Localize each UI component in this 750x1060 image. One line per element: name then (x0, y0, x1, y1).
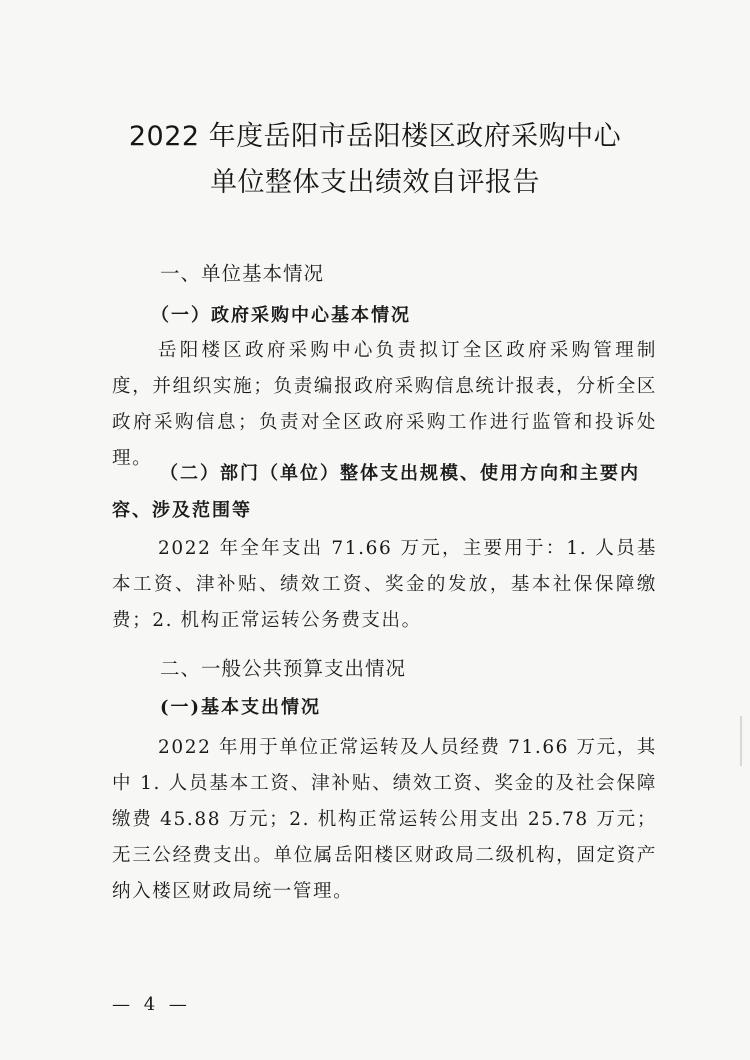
report-title-line-1: 2022 年度岳阳市岳阳楼区政府采购中心 (128, 121, 622, 152)
section-2-1-paragraph: 2022 年用于单位正常运转及人员经费 71.66 万元，其中 1. 人员基本工资、津补贴、绩效工资、奖金的及社会保障缴费 45.88 万元；2. 机构正常运转公用支出 25.78 万元；无三公经费支出。单位属岳阳楼区财政局二级机构，固定资产纳入楼区财政局统一管理。 (112, 737, 657, 902)
section-2-1-heading: (一)基本支出情况 (160, 697, 322, 718)
page-number: — 4 — (112, 994, 191, 1015)
section-1-1-heading: （一）政府采购中心基本情况 (151, 305, 411, 326)
section-2-heading: 二、一般公共预算支出情况 (160, 657, 407, 680)
section-1-2-heading-line-1: （二）部门（单位）整体支出规模、使用方向和主要内 (160, 463, 640, 484)
section-1-2-paragraph: 2022 年全年支出 71.66 万元，主要用于：1. 人员基本工资、津补贴、绩效工资、奖金的发放，基本社保保障缴费；2. 机构正常运转公务费支出。 (112, 538, 657, 631)
section-1-heading: 一、单位基本情况 (160, 262, 325, 285)
scan-edge-mark (740, 716, 742, 766)
section-1-2-heading-line-2: 容、涉及范围等 (112, 500, 252, 521)
report-title-line-2: 单位整体支出绩效自评报告 (210, 167, 540, 198)
section-1-1-paragraph: 岳阳楼区政府采购中心负责拟订全区政府采购管理制度，并组织实施；负责编报政府采购信息统计报表，分析全区政府采购信息；负责对全区政府采购工作进行监管和投诉处理。 (112, 340, 657, 469)
